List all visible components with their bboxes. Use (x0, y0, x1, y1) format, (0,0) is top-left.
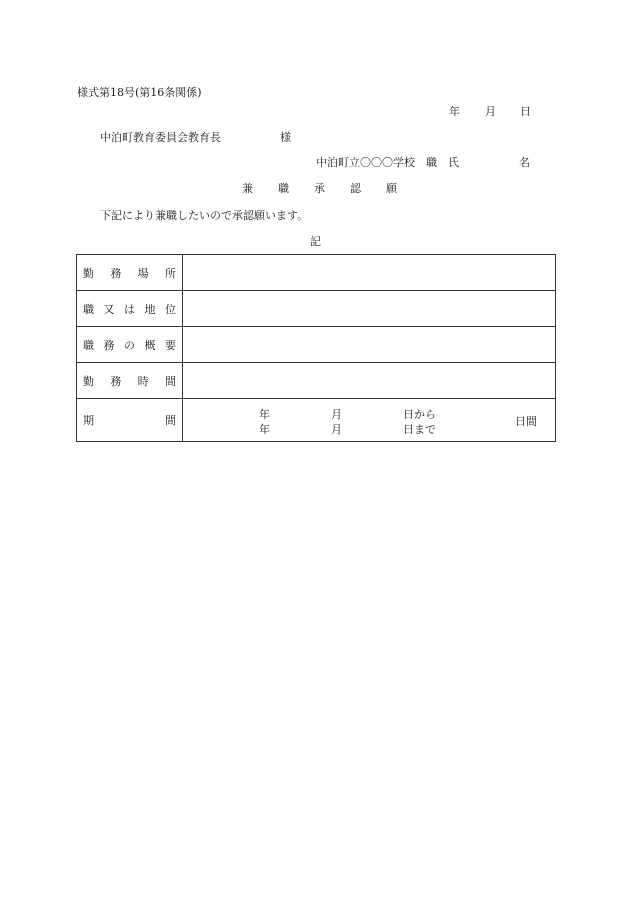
date-year-label: 年 (449, 105, 460, 118)
period-from-year: 年 (259, 408, 270, 421)
applicant-name-suffix: 名 (519, 156, 530, 169)
recipient-honorific: 様 (280, 131, 291, 144)
period-to-day: 日まで (403, 423, 436, 436)
document-title (242, 180, 397, 196)
period-to-month: 月 (331, 423, 342, 436)
period-total-days: 日間 (515, 415, 537, 428)
form-number: 様式第18号(第16条関係) (77, 86, 202, 99)
title-char: 兼 (242, 182, 253, 195)
value-duty-summary[interactable] (183, 327, 556, 363)
title-char: 承 (314, 182, 325, 195)
value-work-hours[interactable] (183, 363, 556, 399)
table-row (77, 363, 556, 399)
value-work-location[interactable] (183, 255, 556, 291)
title-char: 職 (278, 182, 289, 195)
title-char: 願 (386, 182, 397, 195)
label-duty-summary: 職 務 の 概 要 (77, 327, 183, 363)
period-from-day: 日から (403, 408, 436, 421)
period-from-month: 月 (331, 408, 342, 421)
table-row (77, 327, 556, 363)
label-work-hours: 勤 務 時 間 (77, 363, 183, 399)
recipient-name: 中泊町教育委員会教育長 (100, 131, 221, 144)
label-period: 期 間 (77, 399, 183, 442)
table-row (77, 255, 556, 291)
ki-heading: 記 (310, 235, 321, 248)
value-period[interactable] (183, 399, 556, 442)
title-char: 認 (350, 182, 361, 195)
table-row (77, 399, 556, 442)
application-form-table (76, 254, 556, 442)
label-position: 職 又 は 地 位 (77, 291, 183, 327)
applicant-affiliation: 中泊町立〇〇〇学校 職 氏 (316, 156, 459, 169)
request-statement: 下記により兼職したいので承認願います。 (100, 209, 309, 222)
label-work-location: 勤 務 場 所 (77, 255, 183, 291)
table-row (77, 291, 556, 327)
value-position[interactable] (183, 291, 556, 327)
period-to-year: 年 (259, 423, 270, 436)
date-day-label: 日 (520, 105, 531, 118)
date-month-label: 月 (485, 105, 496, 118)
